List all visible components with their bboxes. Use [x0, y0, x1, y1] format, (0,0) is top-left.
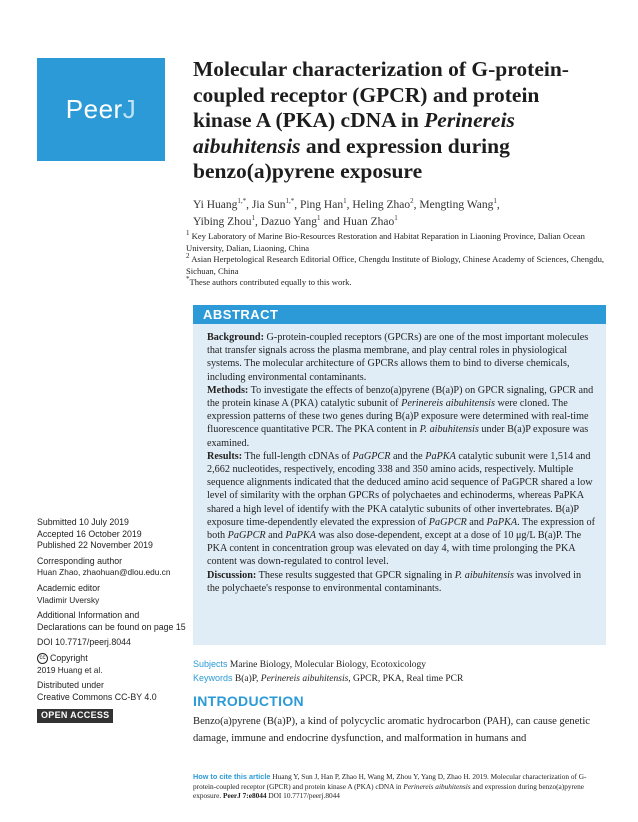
copyright-label: [37, 653, 187, 665]
abstract-methods: [207, 384, 596, 450]
discussion-text: These results suggested that GPCR signaling in: [256, 569, 455, 581]
abstract-body: [193, 324, 606, 595]
author[interactable]: Mengting Wang: [419, 199, 494, 211]
affiliation-sup: *: [186, 275, 190, 284]
methods-text: To investigate the effects of benzo(a)pyrene (B(a)P) on GPCR signaling, GPCR and the protein kinase A (PKA) catalytic subunit of: [207, 384, 594, 410]
subjects-line: [193, 658, 606, 672]
results-text: and: [466, 516, 487, 528]
results-text: was also dose-dependent, except at a dose of 10 μg/L B(a)P. The PKA content in concentration group was elevated on day 4, with time prolonging the PKA content was down-regulated to control level.: [207, 530, 582, 568]
copyright-text: Copyright: [50, 652, 88, 663]
cite-text: and expression during benzo(a)pyrene exposure.: [193, 781, 585, 801]
background-label: Background:: [207, 332, 264, 343]
author-sup: 1: [251, 214, 255, 223]
introduction-heading: INTRODUCTION: [193, 693, 304, 709]
subjects-value[interactable]: Marine Biology, Molecular Biology, Ecotoxicology: [229, 660, 427, 670]
keywords-value: , GPCR, PKA, Real time PCR: [348, 674, 464, 684]
subjects-label: Subjects: [193, 659, 228, 669]
gene-name: PaPKA: [486, 516, 518, 528]
open-access-badge: OPEN ACCESS: [37, 709, 113, 723]
cite-journal: PeerJ 7:e8044: [223, 791, 267, 801]
cc-icon: cc: [37, 653, 48, 664]
cite-label: How to cite this article: [193, 772, 271, 781]
author-sup: 1: [394, 214, 398, 223]
results-text: . The expression of both: [207, 516, 595, 542]
methods-text: were cloned. The expression patterns of these two genes during B(a)P exposure were determined with real-time fluorescence quantitative PCR. The PKA content in: [207, 398, 589, 436]
author-sup: 1,*: [237, 197, 247, 206]
title-species: Perinereis aibuhitensis: [193, 108, 515, 158]
affiliation-1: [186, 231, 606, 254]
affiliation-sup: 1: [186, 229, 190, 238]
cite-species: Perinereis aibuhitensis: [403, 781, 471, 791]
introduction-text: Benzo(a)pyrene (B(a)P), a kind of polycyclic aromatic hydrocarbon (PAH), can cause genetic damage, immune and endocrine dysfunction, and malformation in humans and: [193, 716, 591, 744]
methods-label: Methods:: [207, 384, 249, 396]
abstract-box: [193, 305, 606, 645]
author-sup: 1: [343, 197, 347, 206]
abstract-results: [207, 450, 596, 569]
peerj-logo: [37, 58, 165, 161]
cite-doi[interactable]: DOI 10.7717/peerj.8044: [266, 791, 340, 801]
keywords-value: B(a)P,: [234, 674, 261, 684]
academic-editor-label: Academic editor: [37, 582, 101, 593]
author-sup: 1,*: [285, 197, 295, 206]
author-list: Yi Huang$^{1,*}$, Jia Sun$^{1,*}$, Ping Han$^1$, Heling Zhao$^2$, Mengting Wang$^1$, Yibing Zhou$^1$, Dazuo Yang$^1$ and Huan Zhao$^1$: [193, 197, 500, 228]
doi-link[interactable]: DOI 10.7717/peerj.8044: [37, 637, 131, 648]
subjects-keywords: [193, 658, 606, 686]
affiliation-text: Key Laboratory of Marine Bio-Resources Restoration and Habitat Reparation in Liaoning Province, Dalian Ocean University, Dalian, Liaoning, China: [186, 231, 585, 253]
author[interactable]: Yi Huang: [193, 199, 238, 211]
methods-species: P. aibuhitensis: [419, 424, 479, 436]
abstract-background: [207, 331, 596, 384]
results-text: catalytic subunit were 1,514 and 2,662 nucleotides, respectively, encoding 338 and 350 amino acids, respectively. Multiple sequence alignments indicated that the deduced amino acid sequence of PaGPCR shared a low level of similarity with the orphan GPCRs of polychaetes and echinoderms, whereas PaPKA shared a high level of identify with the PKA catalytic subunits of other invertebrates. B(a)P exposure time-dependently elevated the expression of: [207, 450, 593, 528]
abstract-heading: ABSTRACT: [193, 305, 606, 324]
author[interactable]: Heling Zhao: [352, 199, 411, 211]
corresponding-author-link[interactable]: Huan Zhao, zhaohuan@dlou.edu.cn: [37, 567, 171, 578]
corresponding-author-label: Corresponding author: [37, 555, 123, 566]
author[interactable]: Dazuo Yang: [260, 216, 317, 228]
author-sup: 1: [493, 197, 497, 206]
gene-name: PaGPCR: [428, 516, 467, 528]
keywords-line: [193, 672, 606, 686]
author-sup: 1: [316, 214, 321, 223]
discussion-species: P. aibuhitensis: [454, 569, 514, 581]
citation-footer: [193, 772, 606, 801]
author[interactable]: Yibing Zhou: [193, 216, 252, 228]
discussion-text: was involved in the polychaete's response to environmental contaminants.: [207, 569, 582, 594]
author[interactable]: Jia Sun: [251, 199, 286, 211]
published-date: Published 22 November 2019: [37, 540, 153, 551]
affiliation-text: These authors contributed equally to this work.: [189, 277, 352, 287]
additional-info-link[interactable]: Additional Information and Declarations can be found on page 15: [37, 610, 186, 632]
distributed-label: Distributed under: [37, 680, 104, 691]
background-text: G-protein-coupled receptors (GPCRs) are one of the most important molecules that transfer signals across the plasma membrane, and play central roles in physiological systems. The molecular architecture of GPCRs allows them to bind to diverse chemicals, including environmental contaminants.: [207, 332, 589, 383]
abstract-discussion: [207, 569, 596, 595]
copyright-value: 2019 Huang et al.: [37, 664, 103, 675]
gene-name: PaGPCR: [352, 450, 391, 462]
logo-text-b: J: [122, 94, 137, 124]
gene-name: PaPKA: [285, 530, 316, 542]
methods-text: under B(a)P exposure was examined.: [207, 424, 589, 449]
affiliation-sup: 2: [186, 252, 190, 261]
author-sup: 2: [410, 197, 414, 206]
keywords-label: Keywords: [193, 673, 233, 683]
title-part2: and expression during benzo(a)pyrene exposure: [193, 133, 510, 183]
discussion-label: Discussion:: [207, 569, 257, 581]
affiliation-text: Asian Herpetological Research Editorial Office, Chengdu Institute of Biology, Chinese Academy of Sciences, Chengdu, Sichuan, China: [186, 254, 605, 276]
article-title: [193, 57, 603, 185]
title-part1: Molecular characterization of G-protein-coupled receptor (GPCR) and protein kinase A (PKA) cDNA in: [193, 57, 569, 132]
gene-name: PaPKA: [425, 450, 456, 462]
submitted-date: Submitted 10 July 2019: [37, 517, 129, 527]
accepted-date: Accepted 16 October 2019: [37, 528, 142, 539]
affiliations: [186, 231, 606, 289]
results-label: Results:: [207, 450, 243, 462]
methods-species: Perinereis aibuhitensis: [401, 398, 495, 410]
cite-text: Huang Y, Sun J, Han P, Zhao H, Wang M, Zhou Y, Yang D, Zhao H. 2019. Molecular characterization of G-protein-coupled receptor (GPCR) and protein kinase A (PKA) cDNA in: [193, 772, 587, 791]
logo-text-a: Peer: [65, 94, 123, 124]
results-text: and the: [390, 450, 426, 462]
results-text: The full-length cDNAs of: [242, 450, 353, 462]
results-text: and: [265, 530, 286, 542]
article-sidebar: [37, 517, 187, 723]
affiliation-2: [186, 254, 606, 277]
gene-name: PaGPCR: [227, 530, 266, 542]
author[interactable]: Huan Zhao: [342, 216, 395, 228]
keywords-species: Perinereis aibuhitensis: [260, 674, 349, 684]
author[interactable]: Ping Han: [299, 199, 344, 211]
academic-editor-link[interactable]: Vladimir Uversky: [37, 594, 100, 605]
equal-contribution-note: [186, 277, 606, 289]
license-link[interactable]: Creative Commons CC-BY 4.0: [37, 691, 157, 702]
